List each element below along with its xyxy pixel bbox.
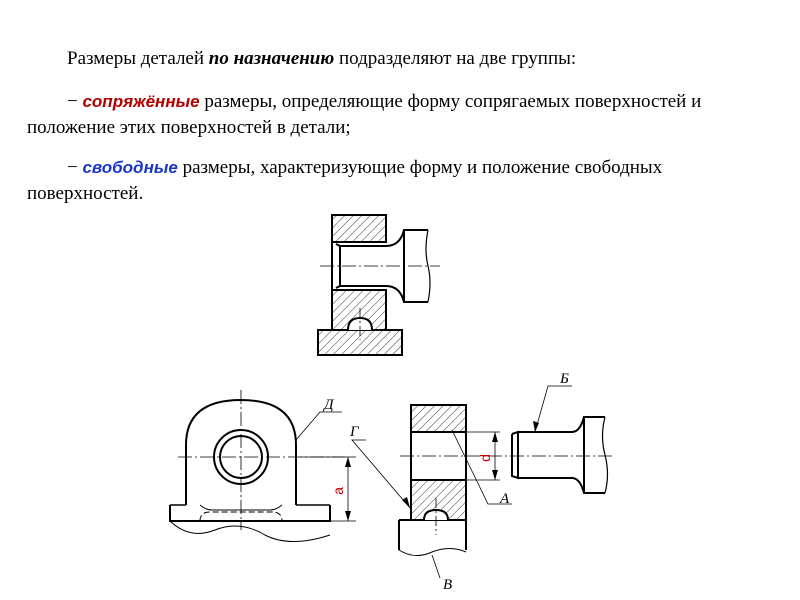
dimension-d-label: d — [477, 454, 493, 462]
label-b-cyrillic: Б — [560, 371, 569, 387]
intro-text-start: Размеры деталей — [67, 48, 209, 69]
mating-term: сопряжённые — [82, 92, 200, 111]
shaft-hub-assembly — [352, 386, 615, 578]
label-v-cyrillic: В — [443, 577, 453, 593]
mating-dash: − — [67, 91, 83, 112]
mating-description: размеры, определяющие форму сопрягаемых поверхностей и положение этих поверхностей в детали; — [27, 91, 702, 138]
top-assembly — [318, 215, 440, 355]
label-d-cyrillic: Д — [324, 397, 334, 413]
label-a-cyrillic: А — [500, 491, 510, 507]
intro-emphasis: по назначению — [208, 48, 335, 69]
dimension-a-label: а — [330, 487, 346, 495]
free-description: размеры, характеризующие форму и положение свободных поверхностей. — [27, 157, 663, 204]
label-g-cyrillic: Г — [350, 424, 359, 440]
free-dash: − — [67, 157, 83, 178]
free-term: свободные — [82, 158, 178, 177]
intro-text-end: подразделяют на две группы: — [334, 48, 577, 69]
